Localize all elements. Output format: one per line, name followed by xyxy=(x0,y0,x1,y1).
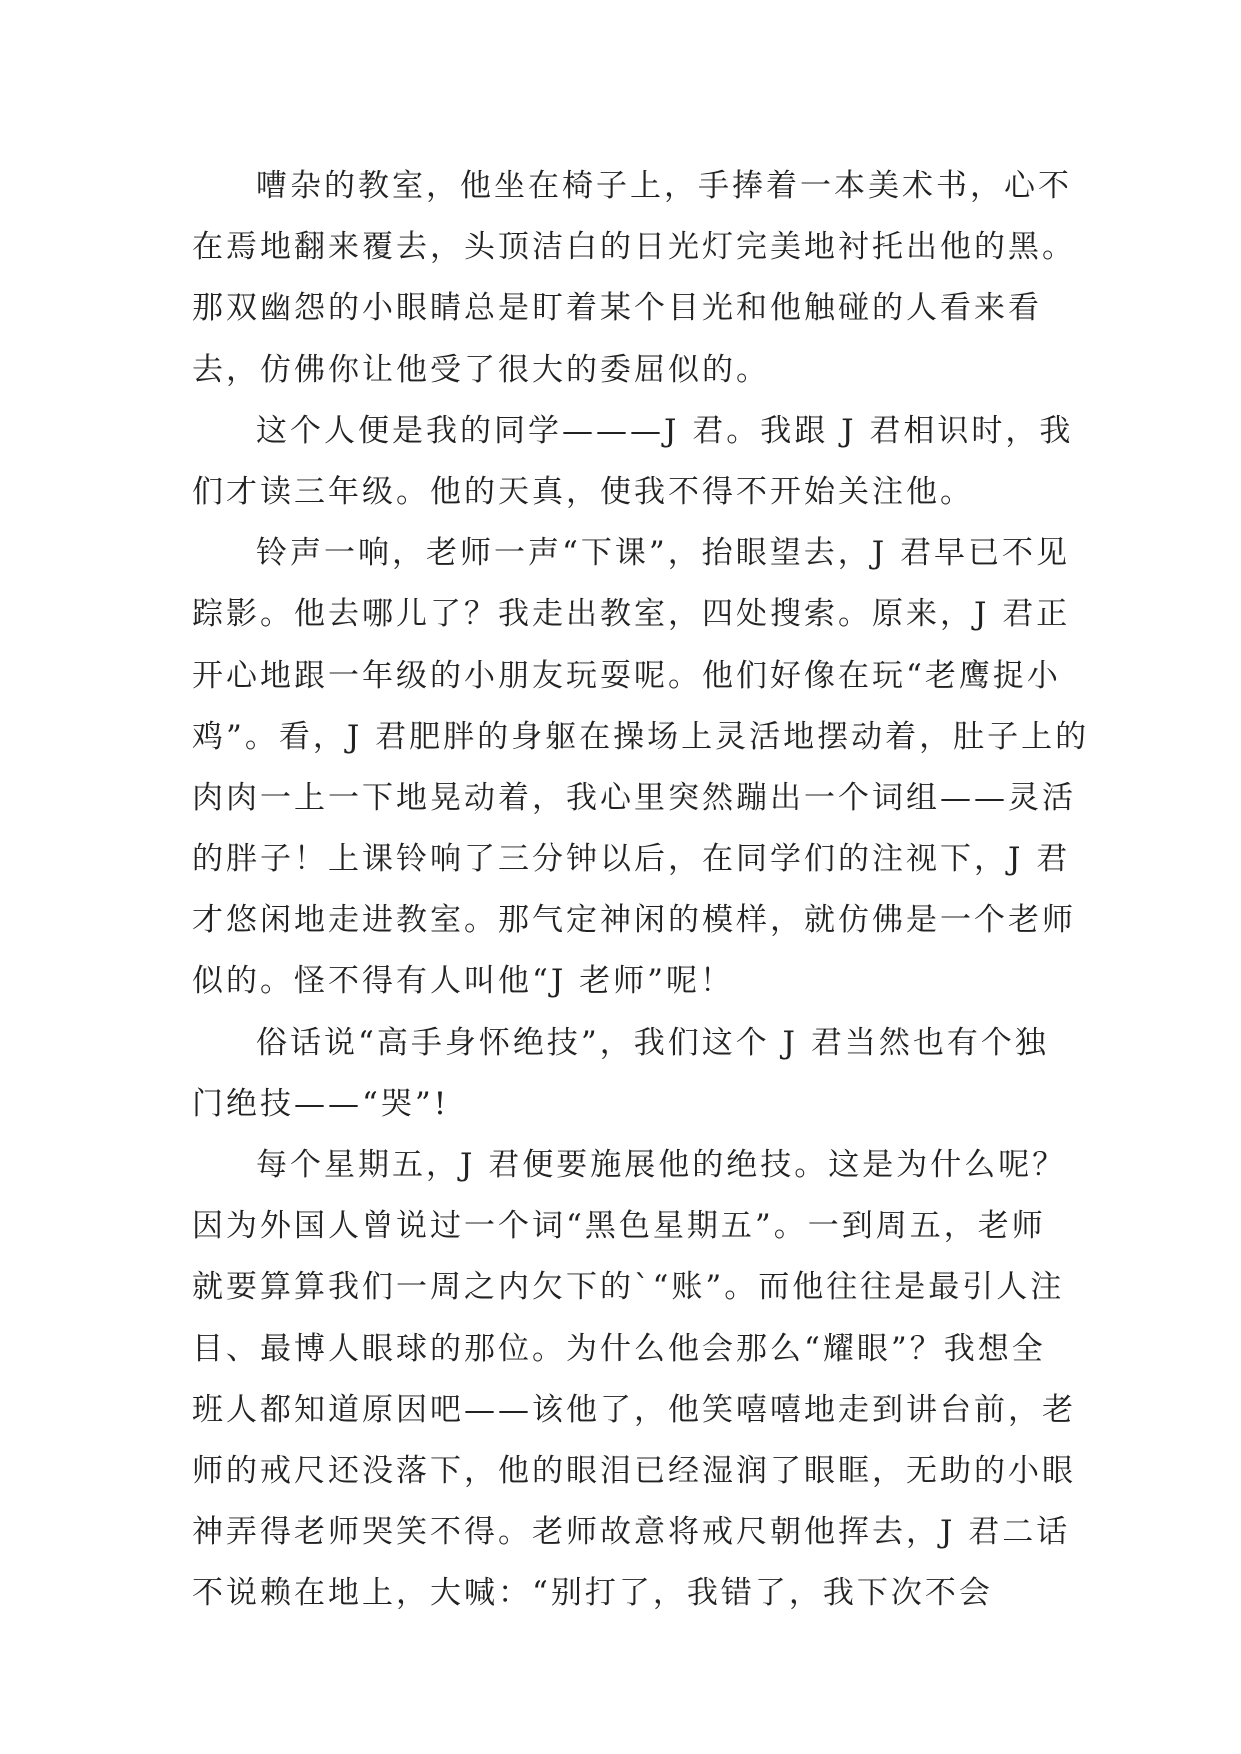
text-line: 因为外国人曾说过一个词“黑色星期五”。一到周五，老师 xyxy=(192,1208,1046,1245)
text-line: 那双幽怨的小眼睛总是盯着某个目光和他触碰的人看来看 xyxy=(192,290,1042,327)
paragraph-2 xyxy=(192,401,1074,523)
text-line: 去，仿佛你让他受了很大的委屈似的。 xyxy=(192,351,770,388)
text-line: 嘈杂的教室，他坐在椅子上，手捧着一本美术书，心不 xyxy=(256,168,1072,204)
text-line: 不说赖在地上，大喊：“别打了，我错了，我下次不会 xyxy=(192,1575,993,1612)
text-line: 班人都知道原因吧——该他了，他笑嘻嘻地走到讲台前，老 xyxy=(192,1391,1076,1428)
text-line: 铃声一响，老师一声“下课”，抬眼望去，J 君早已不见 xyxy=(256,535,1070,572)
text-line: 踪影。他去哪儿了？我走出教室，四处搜索。原来，J 君正 xyxy=(192,596,1071,633)
text-line: 的胖子！上课铃响了三分钟以后，在同学们的注视下，J 君 xyxy=(192,841,1071,878)
text-line: 就要算算我们一周之内欠下的`“账”。而他往往是最引人注 xyxy=(192,1269,1065,1306)
text-line: 肉肉一上一下地晃动着，我心里突然蹦出一个词组——灵活 xyxy=(192,779,1076,816)
text-line: 门绝技——“哭”! xyxy=(192,1085,450,1122)
text-line: 开心地跟一年级的小朋友玩耍呢。他们好像在玩“老鹰捉小 xyxy=(192,657,1061,694)
text-line: 俗话说“高手身怀绝技”，我们这个 J 君当然也有个独 xyxy=(256,1024,1049,1061)
document-body xyxy=(192,156,1090,1625)
paragraph-5 xyxy=(192,1135,1076,1625)
text-line: 目、最博人眼球的那位。为什么他会那么“耀眼”？我想全 xyxy=(192,1330,1046,1367)
text-line: 神弄得老师哭笑不得。老师故意将戒尺朝他挥去，J 君二话 xyxy=(192,1514,1071,1551)
paragraph-4 xyxy=(192,1013,1052,1135)
text-line: 鸡”。看，J 君肥胖的身躯在操场上灵活地摆动着，肚子上的 xyxy=(192,718,1090,755)
text-line: 才悠闲地走进教室。那气定神闲的模样，就仿佛是一个老师 xyxy=(192,902,1076,939)
text-line: 在焉地翻来覆去，头顶洁白的日光灯完美地衬托出他的黑。 xyxy=(192,229,1076,266)
paragraph-1 xyxy=(192,156,1076,401)
text-line: 每个星期五，J 君便要施展他的绝技。这是为什么呢？ xyxy=(256,1147,1067,1183)
text-line: 师的戒尺还没落下，他的眼泪已经湿润了眼眶，无助的小眼 xyxy=(192,1452,1076,1489)
text-line: 们才读三年级。他的天真，使我不得不开始关注他。 xyxy=(192,473,974,510)
paragraph-3 xyxy=(192,523,1090,1013)
text-line: 似的。怪不得有人叫他“J 老师”呢！ xyxy=(192,963,734,1000)
text-line: 这个人便是我的同学———J 君。我跟 J 君相识时，我 xyxy=(256,412,1074,449)
